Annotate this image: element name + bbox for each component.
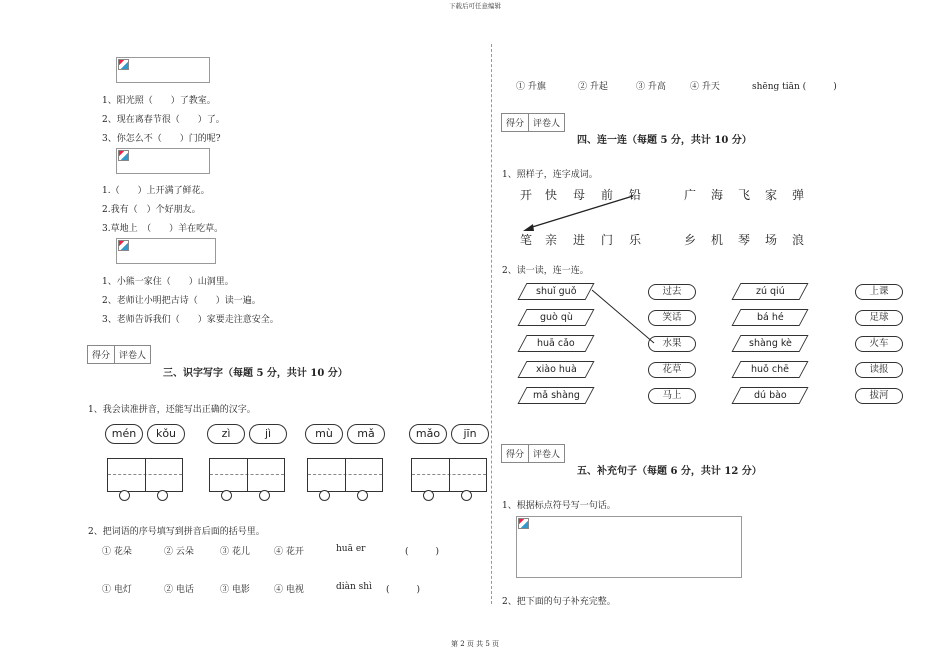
section4-q1: 1、照样子，连字成词。 — [502, 170, 598, 180]
score-box-3 — [87, 345, 151, 364]
sentence-2-2: 2.我有（ ）个好朋友。 — [102, 205, 201, 215]
section3-q1: 1、我会读准拼音，还能写出正确的汉字。 — [88, 405, 256, 415]
option-1-4: ④ 花开 — [274, 547, 304, 557]
pinyin-card-label: bá hé — [756, 312, 784, 323]
top-char: 开 — [520, 188, 533, 202]
bottom-char: 进 — [573, 233, 586, 247]
pinyin-card-label: zú qiú — [755, 286, 785, 297]
image-placeholder-3 — [116, 238, 216, 264]
sentence-1-2: 2、现在离春节很（ ）了。 — [102, 115, 225, 125]
section5-q1: 1、根据标点符号写一句话。 — [502, 501, 616, 511]
pinyin-card-label: huā cǎo — [537, 338, 575, 349]
word-oval[interactable]: 水果 — [648, 336, 696, 352]
choice-pinyin: shēng tiān ( ) — [752, 82, 837, 92]
pinyin-1: huā er — [336, 544, 366, 554]
choice-3: ③ 升高 — [636, 82, 666, 92]
writing-grid — [411, 458, 487, 492]
answer-bracket-2[interactable]: ( ) — [386, 585, 421, 595]
pinyin-card[interactable] — [517, 335, 594, 352]
grader-label: 评卷人 — [533, 119, 561, 129]
pinyin-cloud: mǎ — [347, 424, 385, 444]
image-placeholder-2 — [116, 148, 210, 174]
pinyin-cloud: zì — [207, 424, 245, 444]
option-2-1: ① 电灯 — [102, 585, 132, 595]
example-match-line — [590, 285, 670, 350]
choice-2: ② 升起 — [578, 82, 608, 92]
answer-bracket-1[interactable]: ( ) — [405, 547, 440, 557]
bottom-char: 浪 — [792, 233, 805, 247]
top-char: 母 — [573, 188, 586, 202]
pinyin-card-label: shàng kè — [748, 338, 792, 349]
wheel — [221, 490, 232, 501]
sentence-3-1: 1、小熊一家住（ ）山洞里。 — [102, 277, 234, 287]
grader-label: 评卷人 — [119, 351, 147, 361]
word-oval[interactable]: 火车 — [855, 336, 903, 352]
pinyin-cloud: jīn — [451, 424, 489, 444]
pinyin-cloud: jì — [249, 424, 287, 444]
wheel — [357, 490, 368, 501]
option-2-2: ② 电话 — [164, 585, 194, 595]
top-char: 家 — [765, 188, 778, 202]
bottom-char: 笔 — [520, 233, 533, 247]
column-divider — [491, 44, 492, 604]
word-oval[interactable]: 花草 — [648, 362, 696, 378]
score-box-5 — [501, 444, 565, 463]
pinyin-card[interactable] — [517, 309, 594, 326]
pinyin-card[interactable] — [517, 387, 594, 404]
top-char: 弹 — [792, 188, 805, 202]
word-oval[interactable]: 拔河 — [855, 388, 903, 404]
section3-title: 三、识字写字（每题 5 分，共计 10 分） — [163, 368, 348, 379]
pinyin-card[interactable] — [517, 361, 594, 378]
bottom-char: 乡 — [684, 233, 697, 247]
top-char: 前 — [601, 188, 614, 202]
pinyin-card-label: shuǐ guǒ — [535, 286, 577, 297]
word-oval[interactable]: 过去 — [648, 284, 696, 300]
option-1-1: ① 花朵 — [102, 547, 132, 557]
section3-q2: 2、把词语的序号填写到拼音后面的括号里。 — [88, 527, 265, 537]
top-char: 飞 — [738, 188, 751, 202]
choice-4: ④ 升天 — [690, 82, 720, 92]
pinyin-cloud: kǒu — [147, 424, 185, 444]
bottom-char: 门 — [601, 233, 614, 247]
section4-q2: 2、读一读，连一连。 — [502, 266, 589, 276]
wheel — [423, 490, 434, 501]
pinyin-car-4 — [409, 424, 491, 502]
choice-1: ① 升旗 — [516, 82, 546, 92]
top-char: 铅 — [629, 188, 642, 202]
grader-label: 评卷人 — [533, 450, 561, 460]
pinyin-cloud: mù — [305, 424, 343, 444]
writing-grid — [209, 458, 285, 492]
wheel — [461, 490, 472, 501]
score-label: 得分 — [502, 114, 529, 131]
image-placeholder-1 — [116, 57, 210, 83]
sentence-3-2: 2、老师让小明把古诗（ ）读一遍。 — [102, 296, 261, 306]
pinyin-cloud: mén — [105, 424, 143, 444]
broken-image-icon — [518, 518, 529, 529]
word-oval[interactable]: 笑话 — [648, 310, 696, 326]
writing-grid — [307, 458, 383, 492]
score-label: 得分 — [502, 445, 529, 462]
bottom-char: 亲 — [545, 233, 558, 247]
header-note: 下载后可任意编辑 — [449, 2, 501, 10]
option-2-3: ③ 电影 — [220, 585, 250, 595]
word-oval[interactable]: 足球 — [855, 310, 903, 326]
sentence-2-3: 3.草地上 （ ）羊在吃草。 — [102, 224, 224, 234]
section5-q2: 2、把下面的句子补充完整。 — [502, 597, 616, 607]
sentence-2-1: 1.（ ）上开满了鲜花。 — [102, 186, 210, 196]
score-box-4 — [501, 113, 565, 132]
word-oval[interactable]: 上课 — [855, 284, 903, 300]
pinyin-car-3 — [305, 424, 387, 502]
pinyin-card[interactable] — [517, 283, 594, 300]
option-2-4: ④ 电视 — [274, 585, 304, 595]
page-footer: 第 2 页 共 5 页 — [450, 640, 500, 648]
pinyin-card[interactable] — [731, 361, 808, 378]
bottom-char: 场 — [765, 233, 778, 247]
broken-image-icon — [118, 240, 129, 251]
top-char: 快 — [545, 188, 558, 202]
bottom-char: 乐 — [629, 233, 642, 247]
top-char: 广 — [684, 188, 697, 202]
pinyin-2: diàn shì — [336, 582, 372, 592]
example-arrow — [515, 190, 645, 240]
top-char: 海 — [711, 188, 724, 202]
wheel — [119, 490, 130, 501]
pinyin-card-label: dú bào — [753, 390, 787, 401]
pinyin-card-label: huǒ chē — [751, 364, 789, 375]
pinyin-card-label: xiào huà — [535, 364, 577, 375]
writing-grid — [107, 458, 183, 492]
word-oval[interactable]: 马上 — [648, 388, 696, 404]
word-oval[interactable]: 读报 — [855, 362, 903, 378]
image-placeholder-4 — [516, 516, 742, 578]
sentence-1-1: 1、阳光照（ ）了教室。 — [102, 96, 216, 106]
option-1-2: ② 云朵 — [164, 547, 194, 557]
section4-title: 四、连一连（每题 5 分，共计 10 分） — [577, 135, 752, 146]
pinyin-card[interactable] — [731, 283, 808, 300]
broken-image-icon — [118, 59, 129, 70]
pinyin-card-label: mǎ shàng — [532, 390, 580, 401]
sentence-1-3: 3、你怎么不（ ）门的呢? — [102, 134, 221, 144]
wheel — [157, 490, 168, 501]
score-label: 得分 — [88, 346, 115, 363]
pinyin-card[interactable] — [731, 309, 808, 326]
wheel — [259, 490, 270, 501]
bottom-char: 琴 — [738, 233, 751, 247]
sentence-3-3: 3、老师告诉我们（ ）家要走注意安全。 — [102, 315, 279, 325]
pinyin-car-1 — [105, 424, 187, 502]
pinyin-card[interactable] — [731, 387, 808, 404]
bottom-char: 机 — [711, 233, 724, 247]
wheel — [319, 490, 330, 501]
pinyin-car-2 — [207, 424, 289, 502]
option-1-3: ③ 花儿 — [220, 547, 250, 557]
section5-title: 五、补充句子（每题 6 分，共计 12 分） — [577, 466, 762, 477]
pinyin-card-label: guò qù — [539, 312, 573, 323]
broken-image-icon — [118, 150, 129, 161]
pinyin-card[interactable] — [731, 335, 808, 352]
pinyin-cloud: mǎo — [409, 424, 447, 444]
